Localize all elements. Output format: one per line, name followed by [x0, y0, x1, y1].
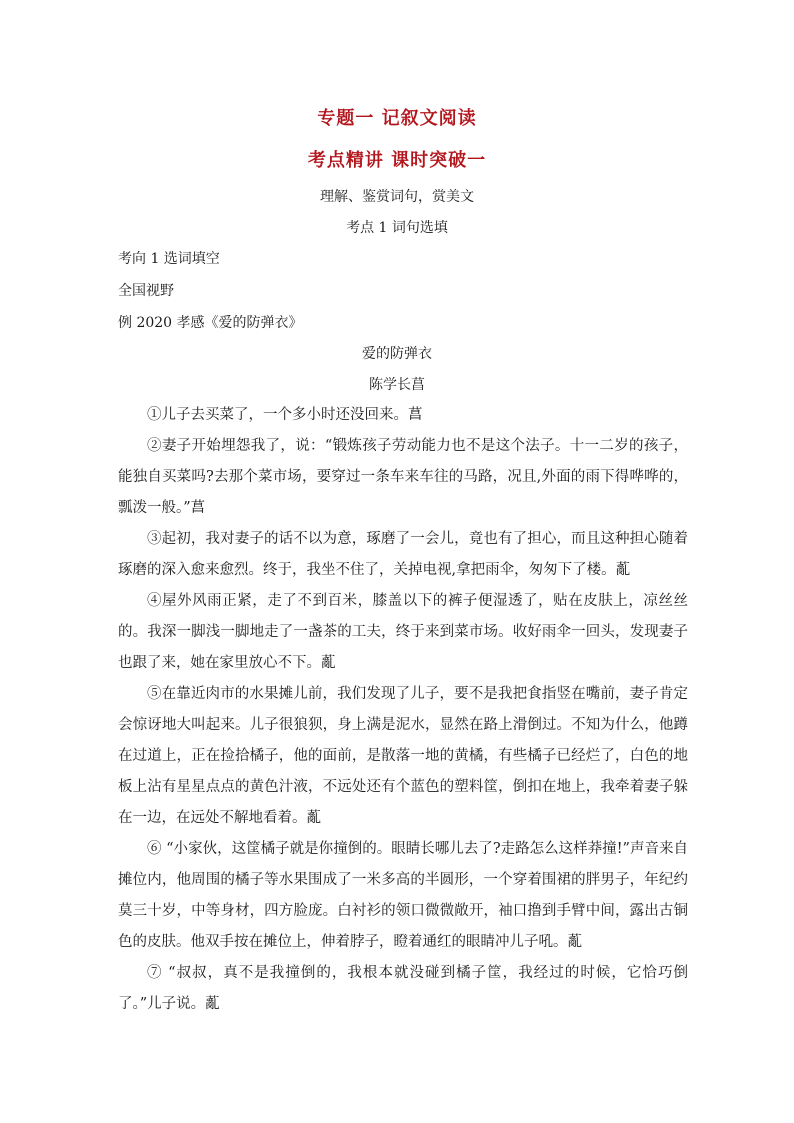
- article-body: [118, 400, 688, 1020]
- lesson-subtitle: 考点精讲 课时突破一: [307, 150, 487, 171]
- national-view-heading: 全国视野: [118, 283, 174, 299]
- article-title: 爱的防弹衣: [362, 346, 432, 362]
- paragraph-4: ④屋外风雨正紧，走了不到百米，膝盖以下的裤子便湿透了，贴在皮肤上，凉丝丝的。我深一脚浅一脚地走了一盏茶的工夫，终于来到菜市场。收好雨伞一回头，发现妻子也跟了来，她在家里放心不下。薍: [118, 593, 688, 671]
- exam-direction-heading: 考向 1 选词填空: [118, 251, 220, 267]
- exam-point-heading: 考点 1 词句选填: [346, 220, 448, 236]
- paragraph-3: ③起初，我对妻子的话不以为意，琢磨了一会儿，竟也有了担心，而且这种担心随着琢磨的深入愈来愈烈。终于，我坐不住了，关掉电视,拿把雨伞，匆匆下了楼。薍: [118, 531, 688, 578]
- example-source: 例 2020 孝感《爱的防弹衣》: [118, 315, 303, 331]
- paragraph-7: ⑦ “叔叔，真不是我撞倒的，我根本就没碰到橘子筐，我经过的时候，它恰巧倒了。”儿子说。薍: [118, 965, 688, 1012]
- paragraph-1: ①儿子去买菜了，一个多小时还没回来。菖: [147, 407, 423, 423]
- paragraph-6: ⑥ “小家伙，这筐橘子就是你撞倒的。眼睛长哪儿去了?走路怎么这样莽撞!”声音来自摊位内，他周围的橘子等水果围成了一米多高的半圆形，一个穿着围裙的胖男子，年纪约莫三十岁，中等身材，四方脸庞。白衬衫的领口微微敞开，袖口撸到手臂中间，露出古铜色的皮肤。他双手按在摊位上，伸着脖子，瞪着通红的眼睛冲儿子吼。薍: [118, 841, 688, 950]
- paragraph-5: ⑤在靠近肉市的水果摊儿前，我们发现了儿子，要不是我把食指竖在嘴前，妻子肯定会惊讶地大叫起来。儿子很狼狈，身上满是泥水，显然在路上滑倒过。不知为什么，他蹲在过道上，正在捡拾橘子，他的面前，是散落一地的黄橘，有些橘子已经烂了，白色的地板上沾有星星点点的黄色汁液，不远处还有个蓝色的塑料筐，倒扣在地上，我牵着妻子躲在一边，在远处不解地看着。薍: [118, 686, 688, 826]
- article-author: 陈学长菖: [369, 377, 425, 393]
- paragraph-2: ②妻子开始埋怨我了，说：“锻炼孩子劳动能力也不是这个法子。十一二岁的孩子，能独自买菜吗?去那个菜市场，要穿过一条车来车往的马路，况且,外面的雨下得哗哗的，瓢泼一般。”菖: [118, 438, 688, 516]
- document-title: 专题一 记叙文阅读: [317, 108, 477, 129]
- section-theme: 理解、鉴赏词句，赏美文: [320, 189, 474, 205]
